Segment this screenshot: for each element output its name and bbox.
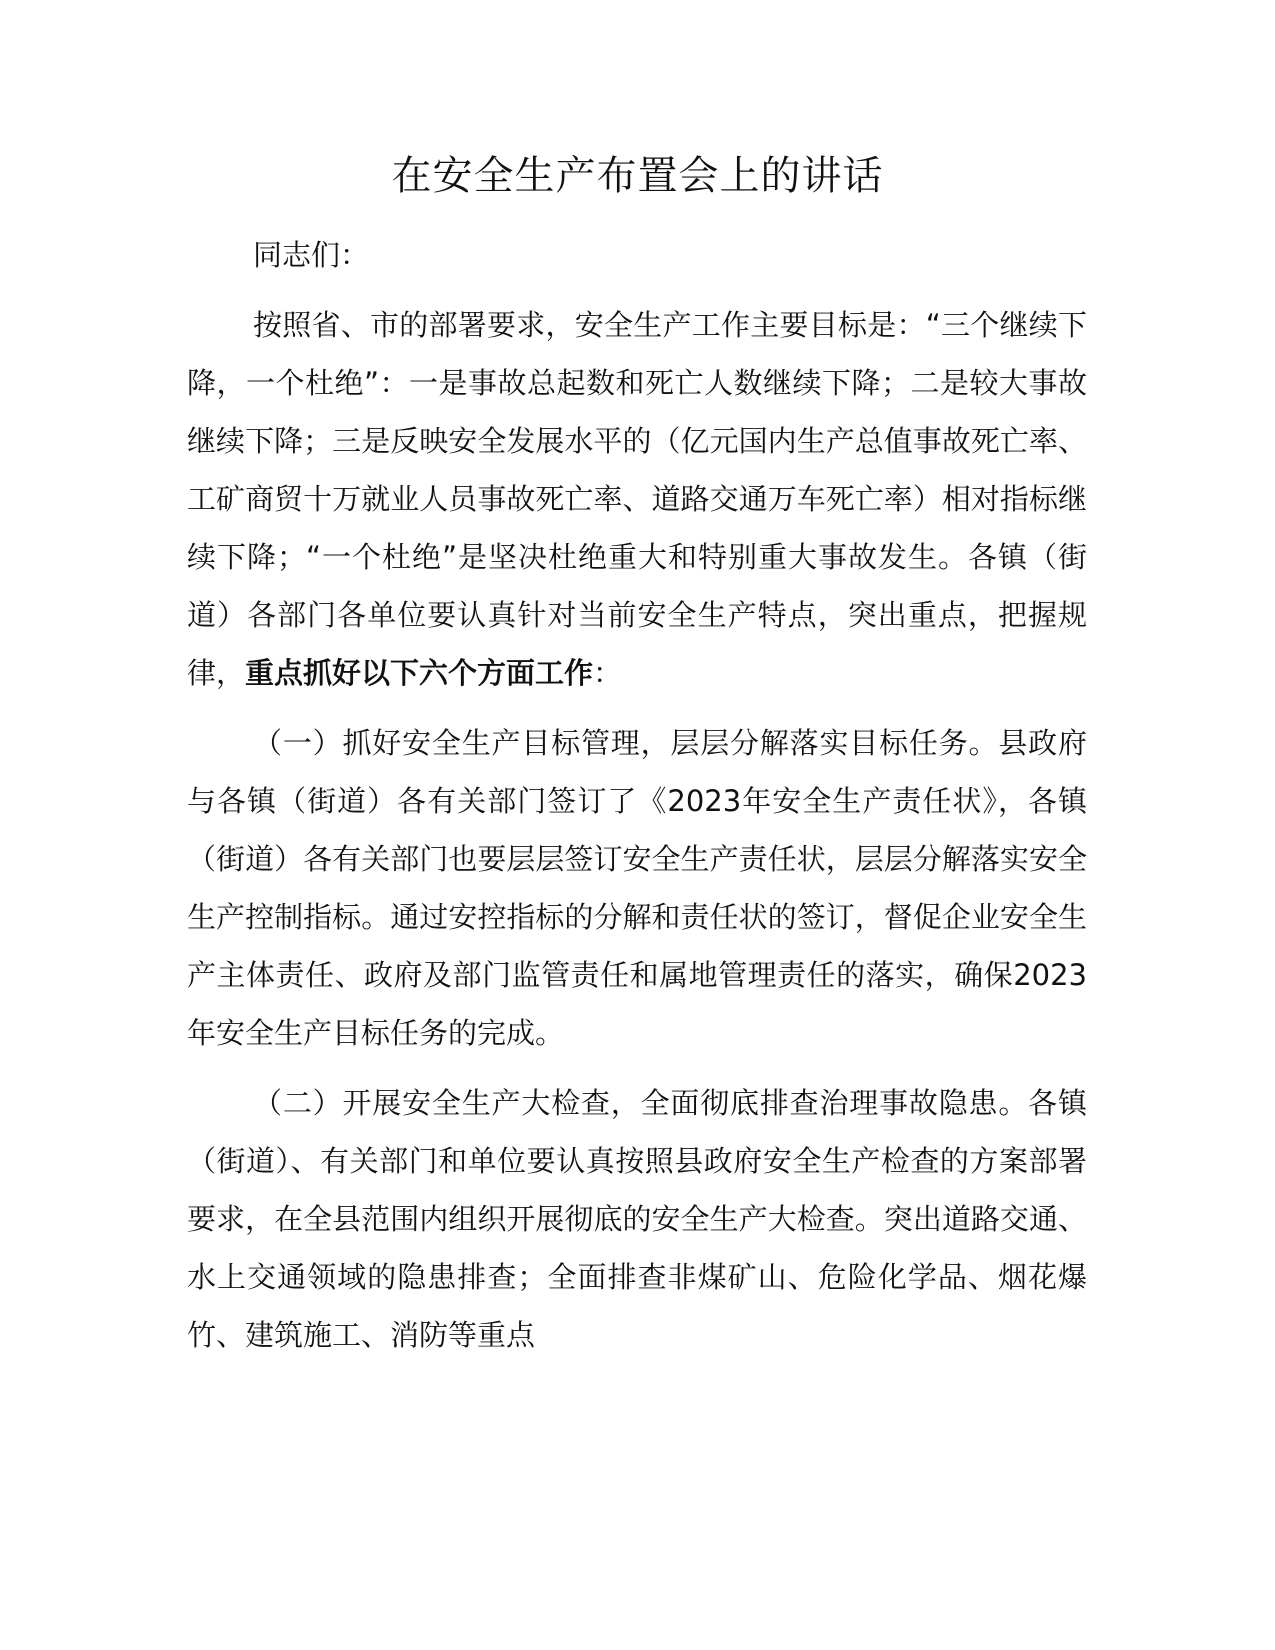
greeting: 同志们： — [253, 238, 370, 272]
document-title: 在安全生产布置会上的讲话 — [391, 153, 884, 199]
document-body — [187, 226, 1087, 1364]
paragraph-goals-bold: 重点抓好以下六个方面工作 — [245, 656, 594, 690]
paragraph-target-management: （一）抓好安全生产目标管理，层层分解落实目标任务。县政府与各镇（街道）各有关部门签订了《2023年安全生产责任状》，各镇（街道）各有关部门也要层层签订安全生产责任状，层层分解落实安全生产控制指标。通过安控指标的分解和责任状的签订，督促企业安全生产主体责任、政府及部门监管责任和属地管理责任的落实，确保2023年安全生产目标任务的完成。 — [187, 726, 1087, 1050]
paragraph-goals-text: 按照省、市的部署要求，安全生产工作主要目标是：“三个继续下降，一个杜绝”：一是事故总起数和死亡人数继续下降；二是较大事故继续下降；三是反映安全发展水平的（亿元国内生产总值事故死亡率、工矿商贸十万就业人员事故死亡率、道路交通万车死亡率）相对指标继续下降；“一个杜绝”是坚决杜绝重大和特别重大事故发生。各镇（街道）各部门各单位要认真针对当前安全生产特点，突出重点，把握规律， — [187, 308, 1087, 690]
paragraph-goals — [187, 296, 1087, 702]
paragraph-safety-inspection: （二）开展安全生产大检查，全面彻底排查治理事故隐患。各镇（街道）、有关部门和单位要认真按照县政府安全生产检查的方案部署要求，在全县范围内组织开展彻底的安全生产大检查。突出道路交通、水上交通领域的隐患排查；全面排查非煤矿山、危险化学品、烟花爆竹、建筑施工、消防等重点 — [187, 1086, 1087, 1352]
paragraph-goals-tail: ： — [593, 656, 623, 690]
